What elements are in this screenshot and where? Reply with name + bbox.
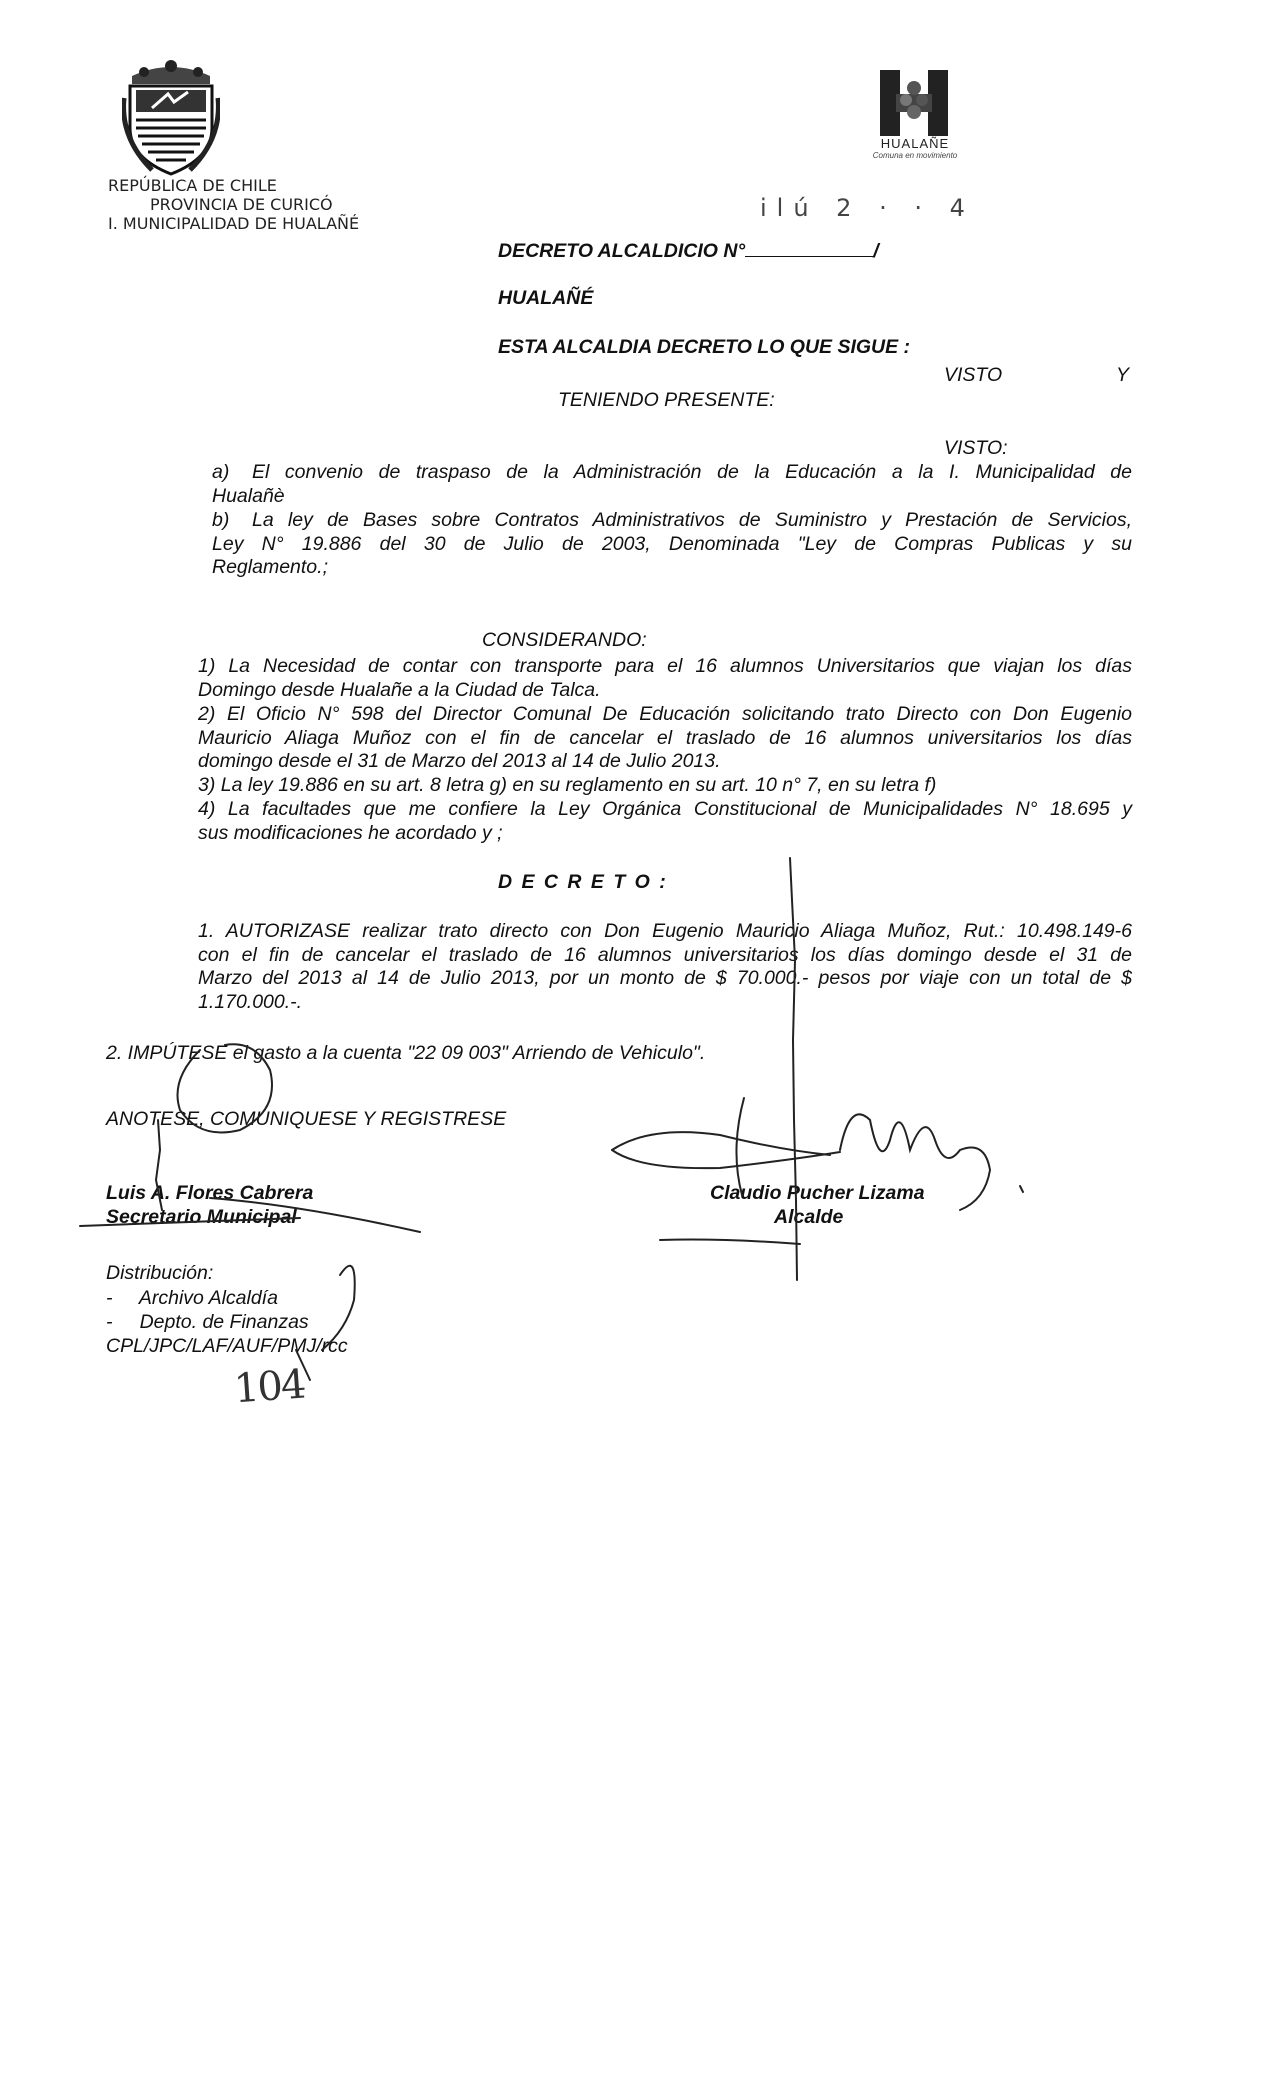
distribution-heading: Distribución: <box>106 1262 214 1284</box>
considerando-heading: CONSIDERANDO: <box>482 629 647 651</box>
distribution-initials: CPL/JPC/LAF/AUF/PMJ/rcc <box>106 1335 348 1357</box>
handwritten-note: 104 <box>232 1361 306 1413</box>
header-republic: REPÚBLICA DE CHILE <box>108 176 277 195</box>
decreto-item-2: 2. IMPÚTESE el gasto a la cuenta "22 09 003" Arriendo de Vehiculo". <box>106 1042 706 1064</box>
decreto-heading: D E C R E T O : <box>498 871 668 893</box>
decree-title: DECRETO ALCALDICIO N° / <box>498 240 879 262</box>
considerando-item-4: 4) La facultades que me confiere la Ley Orgánica Constitucional de Municipalidades N° 18.695 y sus modificaciones he acordado y ; <box>198 798 1132 844</box>
teniendo-presente: TENIENDO PRESENTE: <box>558 389 775 411</box>
logo-text: HUALAÑE <box>880 136 950 151</box>
considerando-item-3: 3) La ley 19.886 en su art. 8 letra g) en su reglamento en su art. 10 n° 7, en su letra f) <box>198 774 937 796</box>
header-municipality: I. MUNICIPALIDAD DE HUALAÑÉ <box>108 214 360 233</box>
logo-tagline: Comuna en movimiento <box>872 151 958 160</box>
considerando-item-1: 1) La Necesidad de contar con transporte para el 16 alumnos Universitarios que viajan los días Domingo desde Hualañe a la Ciudad de Talca. <box>198 655 1132 701</box>
visto-y-conjunction: Y <box>1116 364 1130 386</box>
decree-city: HUALAÑÉ <box>498 287 594 309</box>
header-province: PROVINCIA DE CURICÓ <box>150 195 333 214</box>
visto-item-a: a) El convenio de traspaso de la Administración de la Educación a la I. Municipalidad de Hualañè <box>212 461 1132 507</box>
mayor-name: Claudio Pucher Lizama <box>710 1182 925 1204</box>
date-stamp: ilú 2 · · 4 <box>760 194 975 222</box>
secretary-name: Luis A. Flores Cabrera <box>106 1182 314 1204</box>
decree-intro: ESTA ALCALDIA DECRETO LO QUE SIGUE : <box>498 336 911 358</box>
decreto-item-1: 1. AUTORIZASE realizar trato directo con Don Eugenio Mauricio Aliaga Muñoz, Rut.: 10.498.149-6 con el fin de cancelar el traslado de 16 alumnos universitarios los días domingo desde el 31 de Marzo del 2013 al 14 de Julio 2013, por un monto de $ 70.000.- pesos por viaje con un total de $ 1.170.000.-. <box>198 920 1132 1013</box>
secretary-title: Secretario Municipal <box>106 1206 297 1228</box>
visto-item-b: b) La ley de Bases sobre Contratos Administrativos de Suministro y Prestación de Servicios, Ley N° 19.886 del 30 de Julio de 2003, Denominada "Ley de Compras Publicas y su Reglamento.; <box>212 509 1132 578</box>
distribution-item-finanzas: - Depto. de Finanzas <box>106 1311 309 1333</box>
mayor-title: Alcalde <box>774 1206 844 1228</box>
closing-formula: ANOTESE, COMUNIQUESE Y REGISTRESE <box>106 1108 507 1130</box>
visto-heading: VISTO: <box>944 437 1008 459</box>
visto-y-label: VISTO <box>944 364 1003 386</box>
considerando-item-2: 2) El Oficio N° 598 del Director Comunal De Educación solicitando trato Directo con Don Eugenio Mauricio Aliaga Muñoz con el fin de cancelar el traslado de 16 alumnos universitarios los días domingo desde el 31 de Marzo del 2013 al 14 de Julio 2013. <box>198 703 1132 772</box>
distribution-item-archivo: - Archivo Alcaldía <box>106 1287 278 1309</box>
